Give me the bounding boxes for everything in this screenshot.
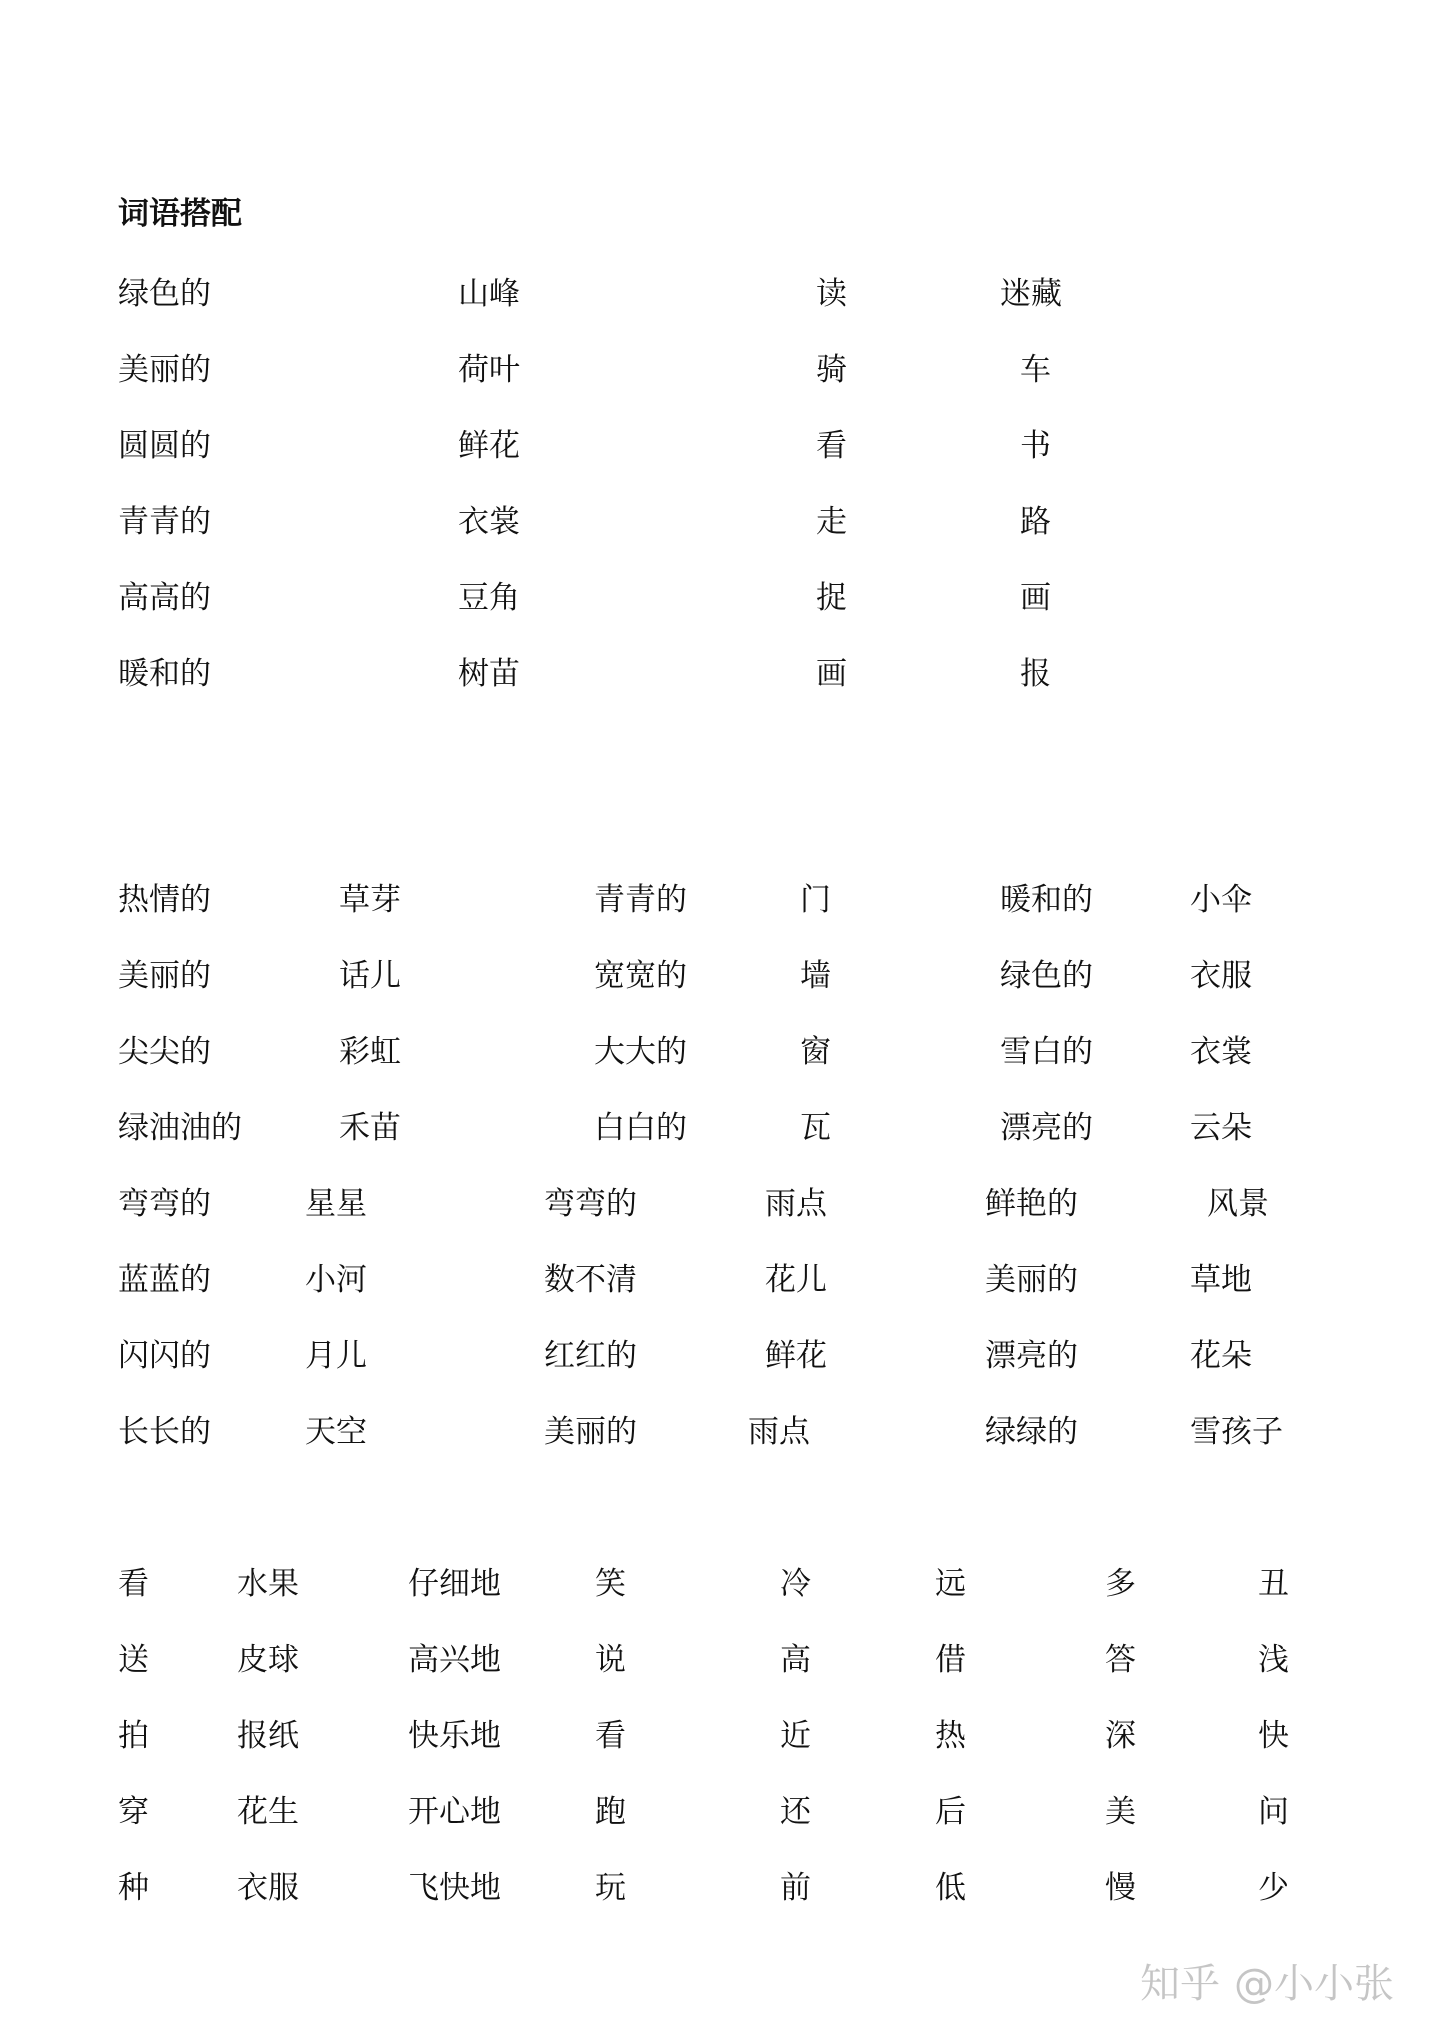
section2-word: 天空: [305, 1414, 367, 1450]
section2-word: 草地: [1190, 1262, 1252, 1298]
section1-word: 鲜花: [458, 428, 520, 464]
section3-word: 看: [595, 1718, 626, 1754]
section2-word: 弯弯的: [118, 1186, 211, 1222]
section1-word: 山峰: [458, 276, 520, 312]
section2-word: 白白的: [594, 1110, 687, 1146]
section2-word: 鲜艳的: [985, 1186, 1078, 1222]
section3-word: 多: [1105, 1566, 1136, 1602]
section3-word: 玩: [595, 1870, 626, 1906]
section2-word: 门: [800, 882, 831, 918]
section2-word: 话儿: [339, 958, 401, 994]
section3-word: 还: [780, 1794, 811, 1830]
section2-word: 热情的: [118, 882, 211, 918]
section2-word: 绿绿的: [985, 1414, 1078, 1450]
section3-word: 前: [780, 1870, 811, 1906]
section2-word: 尖尖的: [118, 1034, 211, 1070]
section1-word: 报: [1020, 656, 1051, 692]
section3-word: 种: [118, 1870, 149, 1906]
section3-word: 快乐地: [408, 1718, 501, 1754]
section2-word: 月儿: [305, 1338, 367, 1374]
section2-word: 星星: [305, 1186, 367, 1222]
section2-word: 大大的: [594, 1034, 687, 1070]
section2-word: 数不清: [544, 1262, 637, 1298]
watermark: [1140, 1960, 1408, 2008]
section2-word: 漂亮的: [1000, 1110, 1093, 1146]
section3-word: 借: [935, 1642, 966, 1678]
section3-word: 说: [595, 1642, 626, 1678]
section2-word: 小伞: [1190, 882, 1252, 918]
section1-word: 读: [816, 276, 847, 312]
section3-word: 送: [118, 1642, 149, 1678]
section1-word: 迷藏: [1000, 276, 1062, 312]
section2-word: 宽宽的: [594, 958, 687, 994]
section3-word: 慢: [1105, 1870, 1136, 1906]
section1-word: 看: [816, 428, 847, 464]
section3-word: 热: [935, 1718, 966, 1754]
section2-word: 美丽的: [544, 1414, 637, 1450]
section1-word: 绿色的: [118, 276, 211, 312]
page-title: 词语搭配: [118, 196, 242, 232]
section3-word: 仔细地: [408, 1566, 501, 1602]
section1-word: 书: [1020, 428, 1051, 464]
section2-word: 美丽的: [118, 958, 211, 994]
section2-word: 彩虹: [339, 1034, 401, 1070]
section3-word: 低: [935, 1870, 966, 1906]
section2-word: 闪闪的: [118, 1338, 211, 1374]
section2-word: 漂亮的: [985, 1338, 1078, 1374]
section2-word: 禾苗: [339, 1110, 401, 1146]
section1-word: 车: [1020, 352, 1051, 388]
section3-word: 少: [1258, 1870, 1289, 1906]
section3-word: 丑: [1258, 1566, 1289, 1602]
section2-word: 窗: [800, 1034, 831, 1070]
section1-word: 树苗: [458, 656, 520, 692]
section2-word: 花朵: [1190, 1338, 1252, 1374]
section1-word: 高高的: [118, 580, 211, 616]
section3-word: 冷: [780, 1566, 811, 1602]
section3-word: 高兴地: [408, 1642, 501, 1678]
section2-word: 美丽的: [985, 1262, 1078, 1298]
section3-word: 跑: [595, 1794, 626, 1830]
section3-word: 开心地: [408, 1794, 501, 1830]
section3-word: 皮球: [237, 1642, 299, 1678]
section1-word: 暖和的: [118, 656, 211, 692]
section2-word: 瓦: [800, 1110, 831, 1146]
section3-word: 水果: [237, 1566, 299, 1602]
section2-word: 绿油油的: [118, 1110, 242, 1146]
section2-word: 风景: [1207, 1186, 1269, 1222]
watermark-site: 知乎: [1140, 1961, 1220, 2007]
section2-word: 长长的: [118, 1414, 211, 1450]
section1-word: 美丽的: [118, 352, 211, 388]
section2-word: 花儿: [765, 1262, 827, 1298]
section3-word: 飞快地: [408, 1870, 501, 1906]
section1-word: 衣裳: [458, 504, 520, 540]
section3-word: 后: [935, 1794, 966, 1830]
section3-word: 报纸: [237, 1718, 299, 1754]
section2-word: 衣裳: [1190, 1034, 1252, 1070]
section1-word: 骑: [816, 352, 847, 388]
section3-word: 近: [780, 1718, 811, 1754]
section2-word: 雪孩子: [1190, 1414, 1283, 1450]
section1-word: 画: [1020, 580, 1051, 616]
section2-word: 小河: [305, 1262, 367, 1298]
section2-word: 红红的: [544, 1338, 637, 1374]
section3-word: 答: [1105, 1642, 1136, 1678]
section2-word: 草芽: [339, 882, 401, 918]
section3-word: 穿: [118, 1794, 149, 1830]
section3-word: 看: [118, 1566, 149, 1602]
section3-word: 远: [935, 1566, 966, 1602]
watermark-author: @小小张: [1234, 1961, 1394, 2007]
section2-word: 弯弯的: [544, 1186, 637, 1222]
section3-word: 拍: [118, 1718, 149, 1754]
section1-word: 荷叶: [458, 352, 520, 388]
section2-word: 雨点: [765, 1186, 827, 1222]
section2-word: 青青的: [594, 882, 687, 918]
section2-word: 墙: [800, 958, 831, 994]
section1-word: 豆角: [458, 580, 520, 616]
section2-word: 衣服: [1190, 958, 1252, 994]
section3-word: 高: [780, 1642, 811, 1678]
section1-word: 青青的: [118, 504, 211, 540]
section2-word: 云朵: [1190, 1110, 1252, 1146]
section1-word: 走: [816, 504, 847, 540]
section2-word: 蓝蓝的: [118, 1262, 211, 1298]
section1-word: 捉: [816, 580, 847, 616]
section2-word: 鲜花: [765, 1338, 827, 1374]
section3-word: 美: [1105, 1794, 1136, 1830]
section3-word: 笑: [595, 1566, 626, 1602]
section2-word: 雨点: [748, 1414, 810, 1450]
section2-word: 绿色的: [1000, 958, 1093, 994]
section3-word: 问: [1258, 1794, 1289, 1830]
section2-word: 暖和的: [1000, 882, 1093, 918]
section1-word: 画: [816, 656, 847, 692]
section3-word: 衣服: [237, 1870, 299, 1906]
section3-word: 花生: [237, 1794, 299, 1830]
section3-word: 快: [1258, 1718, 1289, 1754]
section1-word: 圆圆的: [118, 428, 211, 464]
section1-word: 路: [1020, 504, 1051, 540]
section3-word: 浅: [1258, 1642, 1289, 1678]
section2-word: 雪白的: [1000, 1034, 1093, 1070]
section3-word: 深: [1105, 1718, 1136, 1754]
